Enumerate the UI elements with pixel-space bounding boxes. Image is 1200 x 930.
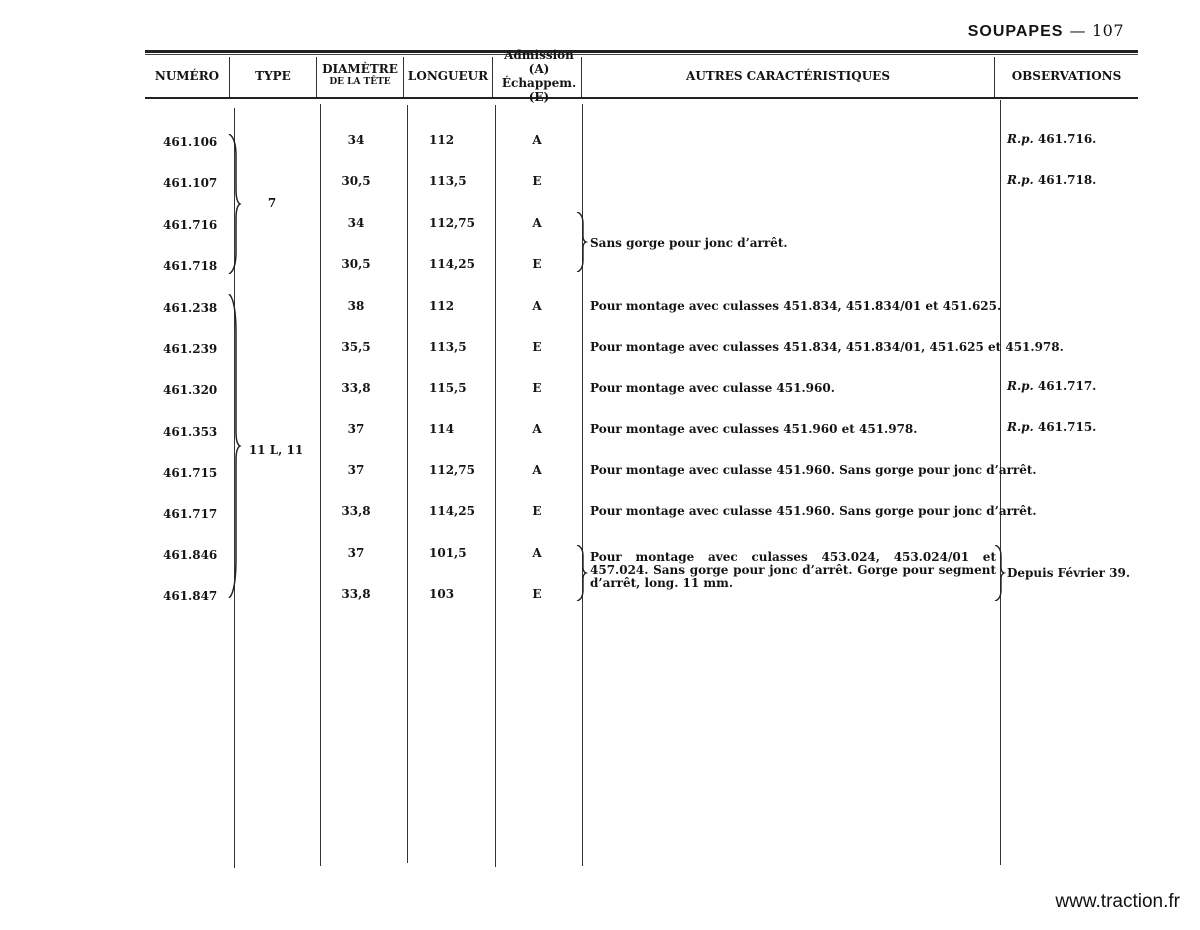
type-label: 7 bbox=[267, 196, 277, 210]
obs-prefix: R.p. bbox=[1007, 132, 1034, 146]
obs-value: 461.716. bbox=[1037, 132, 1097, 146]
type-group-brace bbox=[226, 294, 242, 598]
cell-numero: 461.239 bbox=[163, 342, 218, 356]
header-separator: — bbox=[1069, 21, 1086, 40]
cell-admission: E bbox=[532, 381, 542, 395]
cell-numero: 461.846 bbox=[163, 548, 218, 562]
cell-numero: 461.718 bbox=[163, 259, 218, 273]
cell-numero: 461.107 bbox=[163, 176, 218, 190]
cell-observation bbox=[1007, 132, 1096, 146]
col-header-diametre-line2: DE LA TÊTE bbox=[329, 77, 391, 87]
cell-diametre: 35,5 bbox=[341, 340, 371, 354]
cell-diametre: 37 bbox=[347, 422, 365, 436]
cell-numero: 461.320 bbox=[163, 383, 218, 397]
cell-admission: E bbox=[532, 504, 542, 518]
watermark: www.traction.fr bbox=[1055, 891, 1180, 912]
obs-value: 461.715. bbox=[1037, 420, 1097, 434]
top-rule bbox=[145, 50, 1138, 53]
cell-admission: A bbox=[532, 133, 542, 147]
cell-longueur: 112,75 bbox=[429, 463, 475, 477]
col-header-observations: OBSERVATIONS bbox=[1011, 68, 1122, 83]
header-divider bbox=[316, 57, 317, 97]
cell-numero: 461.716 bbox=[163, 218, 218, 232]
cell-longueur: 115,5 bbox=[429, 381, 467, 395]
cell-numero: 461.238 bbox=[163, 301, 218, 315]
cell-autres-merged: Pour montage avec culasses 453.024, 453.024/01 et 457.024. Sans gorge pour jonc d’arrêt. Gorge pour segment d’arrêt, long. 11 mm. bbox=[590, 550, 996, 590]
header-divider bbox=[581, 57, 582, 97]
characteristics-brace bbox=[574, 545, 588, 601]
header-divider bbox=[403, 57, 404, 97]
cell-longueur: 114,25 bbox=[429, 257, 475, 271]
cell-longueur: 112 bbox=[429, 299, 455, 313]
top-rule-thin bbox=[145, 54, 1138, 55]
obs-prefix: R.p. bbox=[1007, 420, 1034, 434]
cell-diametre: 33,8 bbox=[341, 381, 371, 395]
cell-diametre: 34 bbox=[347, 133, 365, 147]
obs-prefix: R.p. bbox=[1007, 379, 1034, 393]
cell-longueur: 101,5 bbox=[429, 546, 467, 560]
cell-numero: 461.715 bbox=[163, 466, 218, 480]
obs-prefix: R.p. bbox=[1007, 173, 1034, 187]
cell-admission: A bbox=[532, 216, 542, 230]
cell-admission: A bbox=[532, 299, 542, 313]
column-divider bbox=[407, 105, 408, 863]
observations-brace bbox=[992, 545, 1006, 601]
col-header-admission-line1: Admission (A) bbox=[504, 48, 574, 76]
col-header-longueur: LONGUEUR bbox=[407, 68, 489, 83]
cell-admission: E bbox=[532, 174, 542, 188]
cell-autres: Pour montage avec culasse 451.960. Sans gorge pour jonc d’arrêt. bbox=[590, 463, 1037, 477]
cell-admission: E bbox=[532, 340, 542, 354]
col-header-diametre bbox=[317, 56, 403, 96]
page-header bbox=[968, 21, 1124, 41]
cell-numero: 461.847 bbox=[163, 589, 218, 603]
column-divider bbox=[320, 104, 321, 866]
col-header-admission bbox=[493, 48, 583, 104]
cell-observation-merged: Depuis Février 39. bbox=[1007, 566, 1131, 580]
cell-numero: 461.106 bbox=[163, 135, 218, 149]
cell-longueur: 112,75 bbox=[429, 216, 475, 230]
header-bottom-rule bbox=[145, 97, 1138, 99]
column-divider bbox=[1000, 100, 1001, 865]
page-number: 107 bbox=[1091, 21, 1124, 40]
cell-diametre: 30,5 bbox=[341, 257, 371, 271]
col-header-diametre-line1: DIAMÈTRE bbox=[322, 62, 398, 76]
cell-diametre: 33,8 bbox=[341, 587, 371, 601]
cell-admission: E bbox=[532, 257, 542, 271]
cell-diametre: 33,8 bbox=[341, 504, 371, 518]
header-divider bbox=[994, 57, 995, 97]
type-label: 11 L, 11 bbox=[248, 443, 304, 457]
col-header-autres: AUTRES CARACTÉRISTIQUES bbox=[686, 68, 890, 83]
cell-autres: Pour montage avec culasse 451.960. Sans gorge pour jonc d’arrêt. bbox=[590, 504, 1037, 518]
cell-longueur: 113,5 bbox=[429, 174, 467, 188]
cell-longueur: 114 bbox=[429, 422, 455, 436]
col-header-type: TYPE bbox=[255, 68, 291, 83]
obs-value: 461.717. bbox=[1037, 379, 1097, 393]
cell-diametre: 37 bbox=[347, 546, 365, 560]
col-header-numero: NUMÉRO bbox=[154, 68, 220, 83]
column-divider bbox=[495, 105, 496, 867]
obs-value: 461.718. bbox=[1037, 173, 1097, 187]
cell-admission: A bbox=[532, 422, 542, 436]
cell-observation bbox=[1007, 420, 1096, 434]
cell-autres: Pour montage avec culasses 451.834, 451.834/01 et 451.625. bbox=[590, 299, 1002, 313]
cell-longueur: 114,25 bbox=[429, 504, 475, 518]
cell-diametre: 34 bbox=[347, 216, 365, 230]
type-group-brace bbox=[226, 134, 242, 274]
cell-numero: 461.717 bbox=[163, 507, 218, 521]
header-divider bbox=[492, 57, 493, 97]
header-divider bbox=[229, 57, 230, 97]
cell-diametre: 30,5 bbox=[341, 174, 371, 188]
cell-admission: E bbox=[532, 587, 542, 601]
page-title: SOUPAPES bbox=[967, 23, 1064, 40]
cell-autres-merged: Sans gorge pour jonc d’arrêt. bbox=[590, 236, 788, 250]
cell-autres: Pour montage avec culasses 451.960 et 451.978. bbox=[590, 422, 918, 436]
col-header-admission-line2: Échappem. (E) bbox=[501, 76, 577, 104]
cell-numero: 461.353 bbox=[163, 425, 218, 439]
cell-diametre: 37 bbox=[347, 463, 365, 477]
cell-admission: A bbox=[532, 463, 542, 477]
cell-longueur: 113,5 bbox=[429, 340, 467, 354]
characteristics-brace bbox=[574, 212, 588, 272]
cell-diametre: 38 bbox=[347, 299, 365, 313]
cell-autres: Pour montage avec culasses 451.834, 451.834/01, 451.625 et 451.978. bbox=[590, 340, 1064, 354]
cell-autres: Pour montage avec culasse 451.960. bbox=[590, 381, 835, 395]
cell-observation bbox=[1007, 379, 1096, 393]
cell-longueur: 112 bbox=[429, 133, 455, 147]
cell-observation bbox=[1007, 173, 1096, 187]
cell-longueur: 103 bbox=[429, 587, 455, 601]
cell-admission: A bbox=[532, 546, 542, 560]
